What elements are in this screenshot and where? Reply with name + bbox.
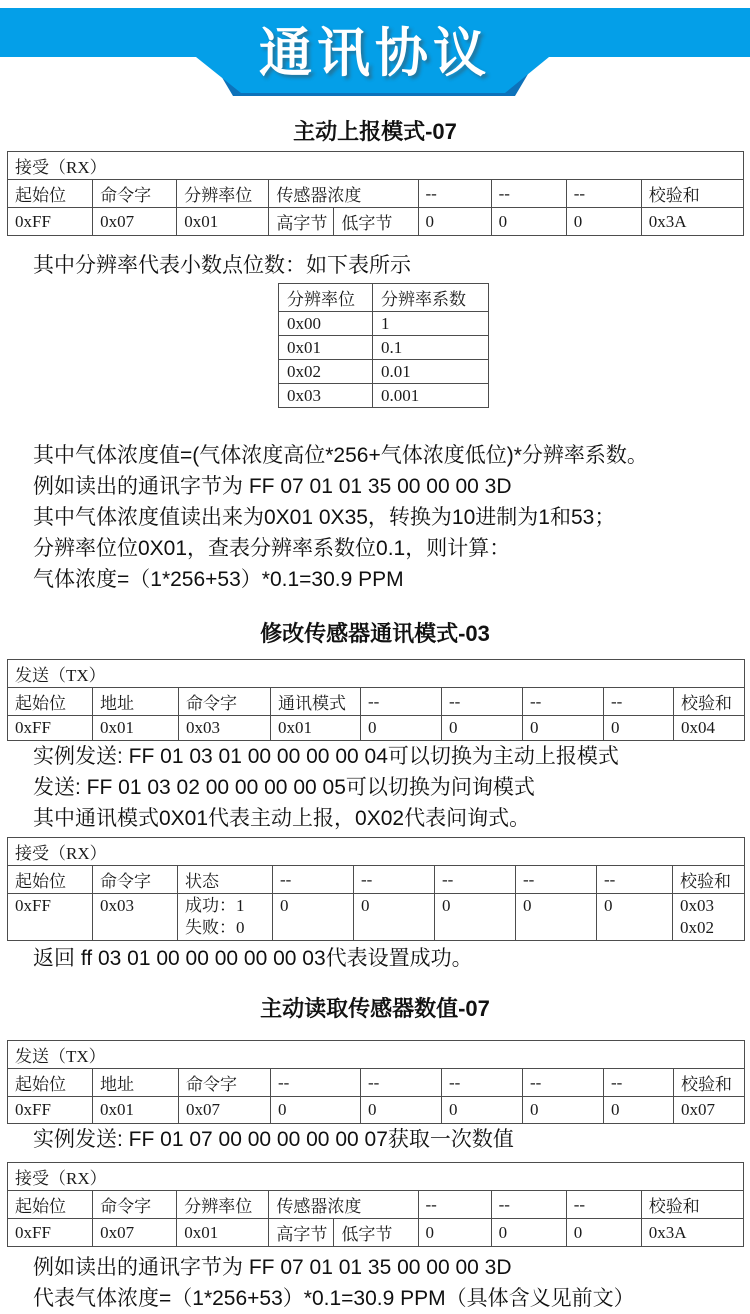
table-cell: 0 [523, 1097, 604, 1124]
paragraph-line: 其中气体浓度值读出来为0X01 0X35，转换为10进制为1和53； [33, 506, 616, 529]
table-cell: 低字节 [334, 208, 418, 236]
table-header-cell: -- [604, 688, 674, 716]
table-cell: 0x07 [93, 1219, 177, 1247]
table-header-cell: 状态 [178, 866, 273, 894]
table-cell: 0x01 [177, 1219, 269, 1247]
table-cell: 0x01 [93, 1097, 179, 1124]
table-cell: 0 [361, 716, 442, 741]
table-header-cell: -- [523, 688, 604, 716]
paragraph-line: 其中气体浓度值=(气体浓度高位*256+气体浓度低位)*分辨率系数。 [33, 444, 648, 467]
table-header-cell: 传感器浓度 [269, 180, 418, 208]
table-cell: 0x03 [93, 894, 178, 941]
table-cell: 0 [491, 208, 566, 236]
table-cell: 0x01 [279, 336, 373, 360]
table-cell: 0 [491, 1219, 566, 1247]
status-fail: 失败：0 [185, 918, 245, 937]
table-header-cell: 通讯模式 [271, 688, 361, 716]
section-title-set-mode: 修改传感器通讯模式-03 [260, 621, 490, 646]
paragraph-line: 分辨率位位0X01，查表分辨率系数位0.1，则计算： [33, 537, 511, 560]
paragraph-line: 例如读出的通讯字节为 FF 07 01 01 35 00 00 00 3D [33, 475, 512, 498]
table-header-cell: 起始位 [8, 688, 93, 716]
table-cell: 0 [604, 716, 674, 741]
paragraph-line: 发送: FF 01 03 02 00 00 00 00 05可以切换为问询模式 [33, 776, 535, 799]
table-cell: 0x01 [93, 716, 179, 741]
table-header-cell: -- [271, 1069, 361, 1097]
table-cell: 0 [442, 1097, 523, 1124]
table-header-cell: 命令字 [93, 180, 177, 208]
table-cell: 0 [604, 1097, 674, 1124]
table-cell: 0 [354, 894, 435, 941]
table-header-cell: 校验和 [673, 866, 745, 894]
checksum-success: 0x03 [680, 896, 714, 915]
table-cell: 低字节 [334, 1219, 418, 1247]
paragraph-line: 其中通讯模式0X01代表主动上报，0X02代表问询式。 [33, 807, 531, 830]
table-header-cell: -- [491, 1191, 566, 1219]
table-cell: 0x00 [279, 312, 373, 336]
table-cell: 0x03 [279, 384, 373, 408]
table-cell: 0x07 [179, 1097, 271, 1124]
return-note: 返回 ff 03 01 00 00 00 00 00 03代表设置成功。 [33, 947, 473, 970]
table-header-cell: -- [273, 866, 354, 894]
table-header-cell: 传感器浓度 [269, 1191, 418, 1219]
table-header-cell: 命令字 [93, 1191, 177, 1219]
table-header-cell: 分辨率位 [177, 1191, 269, 1219]
status-success: 成功：1 [185, 896, 245, 915]
table-cell: 0x01 [177, 208, 269, 236]
table-header-cell: 校验和 [641, 180, 743, 208]
tx-read-table [7, 1040, 745, 1124]
table-header-cell: 命令字 [179, 1069, 271, 1097]
resolution-table [278, 283, 489, 408]
rx-report-table [7, 151, 744, 236]
table-header-cell: 起始位 [8, 866, 93, 894]
table-cell: 0x07 [674, 1097, 745, 1124]
section-title-read-value: 主动读取传感器数值-07 [260, 996, 490, 1021]
table-header-cell: -- [418, 180, 491, 208]
table-header-cell: 起始位 [8, 1069, 93, 1097]
table-cell: 0xFF [8, 1219, 93, 1247]
table-header-cell: 校验和 [674, 1069, 745, 1097]
table-header-cell: 命令字 [93, 866, 178, 894]
table-cell: 0.01 [373, 360, 489, 384]
table-cell: 高字节 [269, 1219, 334, 1247]
paragraph-line: 例如读出的通讯字节为 FF 07 01 01 35 00 00 00 3D [33, 1256, 512, 1279]
table-header-cell: -- [491, 180, 566, 208]
banner-title: 通讯协议 [259, 24, 491, 83]
table-cell: 0x02 [279, 360, 373, 384]
checksum-fail: 0x02 [680, 918, 714, 937]
paragraph-line: 实例发送: FF 01 03 01 00 00 00 00 04可以切换为主动上报模式 [33, 745, 619, 768]
checksum-cell [673, 894, 745, 941]
table-header-cell: 校验和 [674, 688, 745, 716]
table-cell: 0 [271, 1097, 361, 1124]
send-example-note: 实例发送: FF 01 07 00 00 00 00 00 07获取一次数值 [33, 1128, 514, 1151]
table-header-cell: -- [435, 866, 516, 894]
table-header-cell: -- [418, 1191, 491, 1219]
resolution-note: 其中分辨率代表小数点位数：如下表所示 [33, 254, 411, 277]
table-cell: 0xFF [8, 1097, 93, 1124]
table-header-cell: -- [361, 688, 442, 716]
table-cell: 1 [373, 312, 489, 336]
table-caption: 接受（RX） [8, 152, 744, 180]
table-cell: 0x3A [641, 208, 743, 236]
table-cell: 0x01 [271, 716, 361, 741]
table-cell: 高字节 [269, 208, 334, 236]
table-header-cell: -- [442, 688, 523, 716]
read-example-paragraph [0, 1252, 750, 1314]
table-cell: 0x3A [641, 1219, 743, 1247]
rx-read-table [7, 1162, 744, 1247]
paragraph-line: 代表气体浓度=（1*256+53）*0.1=30.9 PPM（具体含义见前文） [33, 1287, 635, 1310]
calculation-paragraph [0, 440, 750, 595]
table-cell: 0 [273, 894, 354, 941]
table-header-cell: 起始位 [8, 1191, 93, 1219]
table-header-cell: 命令字 [179, 688, 271, 716]
table-header-cell: -- [566, 1191, 641, 1219]
table-header-cell: 校验和 [641, 1191, 743, 1219]
table-cell: 0.001 [373, 384, 489, 408]
table-cell: 0xFF [8, 716, 93, 741]
table-cell: 0 [435, 894, 516, 941]
status-cell [178, 894, 273, 941]
table-header-cell: -- [516, 866, 597, 894]
table-cell: 0 [597, 894, 673, 941]
table-header-cell: 分辨率位 [177, 180, 269, 208]
table-cell: 0x07 [93, 208, 177, 236]
table-header-cell: -- [604, 1069, 674, 1097]
table-cell: 0 [566, 208, 641, 236]
table-cell: 0x04 [674, 716, 745, 741]
table-header-cell: 起始位 [8, 180, 93, 208]
table-header-cell: -- [361, 1069, 442, 1097]
table-cell: 0 [418, 208, 491, 236]
table-caption: 接受（RX） [8, 838, 745, 866]
table-caption: 接受（RX） [8, 1163, 744, 1191]
table-cell: 0.1 [373, 336, 489, 360]
table-header-cell: 分辨率位 [279, 284, 373, 312]
table-header-cell: -- [597, 866, 673, 894]
section-title-active-report: 主动上报模式-07 [293, 119, 457, 144]
table-cell: 0 [361, 1097, 442, 1124]
table-header-cell: 分辨率系数 [373, 284, 489, 312]
table-header-cell: -- [523, 1069, 604, 1097]
banner [0, 0, 750, 93]
table-header-cell: -- [442, 1069, 523, 1097]
rx-set-mode-ack-table [7, 837, 745, 941]
table-cell: 0 [516, 894, 597, 941]
table-cell: 0 [418, 1219, 491, 1247]
table-header-cell: -- [566, 180, 641, 208]
table-caption: 发送（TX） [8, 1041, 745, 1069]
table-cell: 0 [442, 716, 523, 741]
table-cell: 0 [523, 716, 604, 741]
tx-set-mode-table [7, 659, 745, 741]
table-cell: 0x03 [179, 716, 271, 741]
paragraph-line: 气体浓度=（1*256+53）*0.1=30.9 PPM [33, 568, 404, 591]
table-header-cell: 地址 [93, 688, 179, 716]
table-caption: 发送（TX） [8, 660, 745, 688]
table-cell: 0xFF [8, 894, 93, 941]
table-header-cell: -- [354, 866, 435, 894]
table-header-cell: 地址 [93, 1069, 179, 1097]
table-cell: 0 [566, 1219, 641, 1247]
mode-paragraph [0, 741, 750, 834]
table-cell: 0xFF [8, 208, 93, 236]
